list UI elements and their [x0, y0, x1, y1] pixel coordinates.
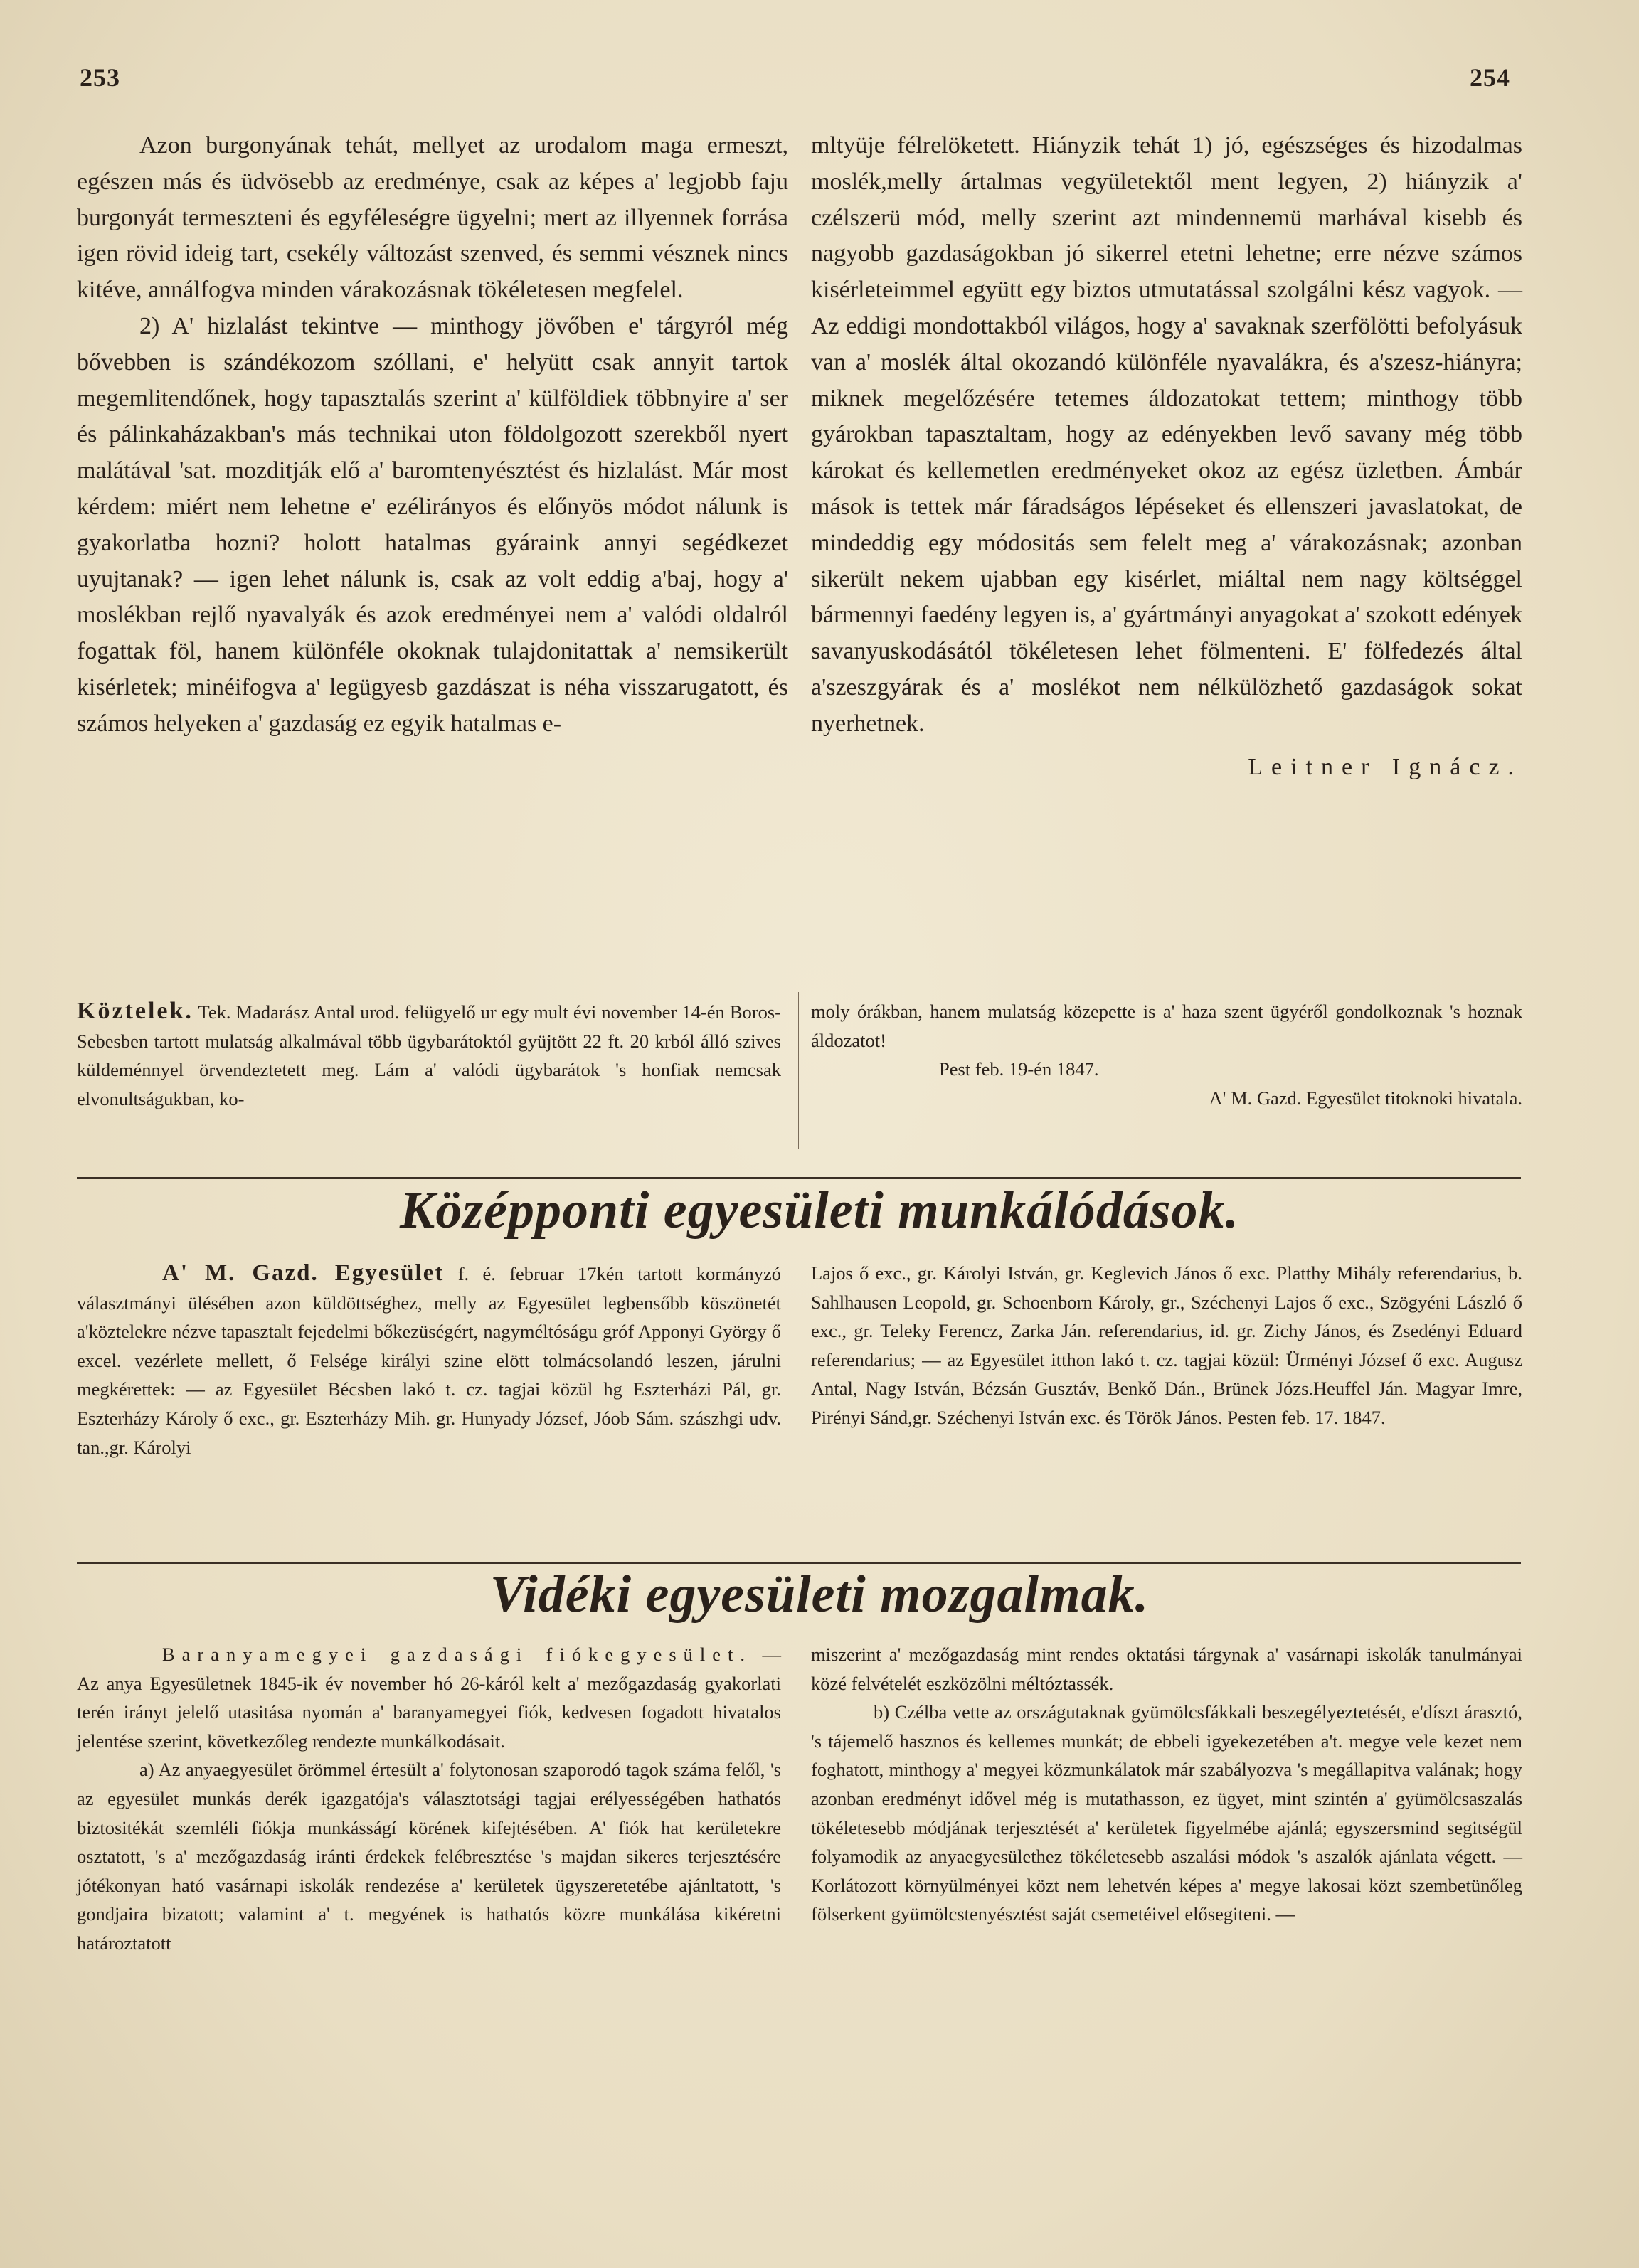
article1-paragraph: 2) A' hizlalást tekintve — minthogy jövőben e' tárgyról még bővebben is szándékozom szóllani, e' helyütt csak annyit tartok megemlitendőnek, hogy tapasztalás szerint a' külföldiek többnyire a' ser és pálinkaházakban's más technikai uton földolgozott szerekből nyert malátával 'sat. mozditják elő a' baromtenyésztést és hizlalást. Már most kérdem: miért nem lehetne e' ezélirányos és előnyös módot nálunk is gyakorlatba hozni? holott hatalmas gyáraink annyi segédkezet uyujtanak? — igen lehet nálunk is, csak az volt eddig a'baj, hogy a' moslékban rejlő nyavalyák és azok eredményei nem a' valódi oldalról fogattak föl, hanem különféle okoknak tulajdonitattak a' nemsikerült kisérletek; minéifogva a' legügyesb gazdászat is néha visszarugatott, és számos helyeken a' gazdaság ez egyik hatalmas e- [77, 312, 788, 737]
section2-text: — Az anya Egyesületnek 1845-ik év november hó 26-káról kelt a' mezőgazdaság gyakorlati terén irányt jelelő utasitása nyomán a' baranyamegyei fiók, kedvesen fogadott hivatalos jelentése szerint, következőleg rendezte munkálkodásait. [77, 1644, 781, 1752]
article1-right-column [811, 128, 1522, 785]
koztelek-right-column [811, 997, 1522, 1112]
section2-paragraph: b) Czélba vette az országutaknak gyümölcsfákkali beszegélyeztetését, e'díszt árasztó, 's tájemelő hasznos és kellemes munkát; de ebbeli igyekezetében a't. megye vele kezet nem foghatott, minthogy a' megyei közmunkálatok már szabályozva 's megállapitva valának; hogy azonban eredményt idővel még is mutathasson, ez ügyet, mint szintén a' gyümölcsaszalás tökéletesebb módjának terjesztését a' kerületek figyelmébe ajánlá; egyszersmind segitségül folyamodik az anyaegyesülethez tökéletesebb aszalási módok 's aszalók ajánlata végett. — Korlátozott környülményei közt nem lehetvén képes a' megye lakosai közt szembetünőleg fölserkent gyümölcstenyésztést saját csemetéivel elősegiteni. — [811, 1701, 1522, 1925]
page-number-left: 253 [80, 63, 120, 92]
koztelek-dateline: Pest feb. 19-én 1847. [939, 1058, 1099, 1080]
section1-text: f. é. februar 17kén tartott kormányzó választmányi ülésében azon küldöttséghez, melly az Egyesület legbensőbb köszönetét a'köztelekre nézve tapasztalt fejedelmi bőkezüségért, nagyméltóságu gróf Apponyi György ő excel. vezérlete mellett, ő Felsége királyi szine elött tolmácsolandó leszen, járulni megkérettek: — az Egyesület Bécsben lakó t. cz. tagjai közül hg Eszterházi Pál, gr. Eszterházy Károly ő exc., gr. Eszterházy Mih. gr. Hunyady József, Jóob Sám. szászhgi udv. tan.,gr. Károlyi [77, 1263, 781, 1458]
section-heading: Vidéki egyesületi mozgalmak. [489, 1565, 1150, 1624]
koztelek-text: moly órákban, hanem mulatság közepette is a' haza szent ügyéről gondolkoznak 's hoznak áldozatot! [811, 1001, 1522, 1051]
koztelek-left-column [77, 997, 781, 1113]
section-heading: Középponti egyesületi munkálódások. [399, 1181, 1239, 1240]
section2-right-column [811, 1640, 1522, 1929]
article1-signature: Leitner Ignácz. [1248, 753, 1522, 780]
section1-right-column [811, 1259, 1522, 1432]
section2-lead: Baranyamegyei gazdasági fiókegyesület. [162, 1644, 753, 1665]
section2-paragraph: miszerint a' mezőgazdaság mint rendes oktatási tárgynak a' vasárnapi iskolák tanulmányai közé felvételét eszközölni méltóztassék. [811, 1644, 1522, 1694]
section-rule [77, 1562, 1521, 1564]
section1-left-column [77, 1259, 781, 1462]
koztelek-office: A' M. Gazd. Egyesület titoknoki hivatala. [1209, 1087, 1522, 1109]
koztelek-lead: Köztelek. [77, 998, 193, 1024]
koztelek-text: Tek. Madarász Antal urod. felügyelő ur egy mult évi november 14-én Boros-Sebesben tartott mulatság alkalmával több ügybarátoktól gyüjtött 22 ft. 20 krból álló szives küldeménnyel örvendeztetett meg. Lám a' valódi ügybarátok 's honfiak nemcsak elvonultságukban, ko- [77, 1001, 781, 1109]
column-divider [798, 992, 799, 1149]
section2-paragraph: a) Az anyaegyesület örömmel értesült a' folytonosan szaporodó tagok száma felől, 's az egyesület munkás derék igazgatója's választotsági tagjai erélyességében hathatós biztositékát szemléli fiókja munkásságí körének kifejtésében. A' fiók hat kerületekre osztatott, 's a' mezőgazdaság iránti érdekek felébresztése 's majdan sikeres terjesztésére jótékonyan ható vasárnapi iskolák rendezése a' kerületek ügyszeretetébe ajánltatott, 's gondjaira bizatott; valamint a' t. megyének is hathatós közre munkálása kikéretni határoztatott [77, 1759, 781, 1954]
page-number-right: 254 [1470, 63, 1510, 92]
section2-left-column [77, 1640, 781, 1958]
article1-paragraph: mltyüje félrelöketett. Hiányzik tehát 1) jó, egészséges és hizodalmas moslék,melly ártalmas vegyületektől ment legyen, 2) hiányzik a' czélszerü mód, melly szerint azt mindennemü marhával kisebb és nagyobb gazdaságokban jó sikerrel etetni lehetne; erre nézve számos kisérleteimmel együtt egy biztos utmutatással szolgálni kész vagyok. — Az eddigi mondottakból világos, hogy a' savaknak szerfölötti befolyásuk van a' moslék által okozandó különféle nyavalákra, és a'szesz-hiányra; miknek megelőzésére tetemes áldozatokat tettem; minthogy több gyárokban tapasztaltam, hogy az edényekben levő savany még több károkat és kellemetlen eredményeket okoz az egész üzletben. Ámbár mások is tettek már fáradságos lépéseket és ellenszeri javaslatokat, de mindeddig egy módositás sem felelt meg a' várakozásnak; azonban sikerült nekem ujabban egy kisérlet, miáltal nem nagy költséggel bármennyi faedény legyen is, a' gyártmányi anyagokat a' szokott edények savanyuskodásától tökéletesen lehet fölmenteni. E' fölfedezés által a'szeszgyárak és a' moslékot nem nélkülözhető gazdaságok sokat nyerhetnek. [811, 132, 1522, 737]
section1-lead: A' M. Gazd. Egyesület [162, 1260, 445, 1286]
article1-left-column [77, 128, 788, 742]
article1-paragraph: Azon burgonyának tehát, mellyet az urodalom maga ermeszt, egészen más és üdvösebb az eredménye, csak az képes a' legjobb faju burgonyát termeszteni és egyféleségre ügyelni; mert az illyennek forrása igen rövid ideig tart, csekély változást szenved, és semmi vésznek nincs kitéve, annálfogva minden várakozásnak tökéletesen megfelel. [77, 132, 788, 304]
section-rule [77, 1177, 1521, 1179]
section1-text: Lajos ő exc., gr. Károlyi István, gr. Keglevich János ő exc. Platthy Mihály referendarius, b. Sahlhausen Leopold, gr. Schoenborn Károly, gr., Széchenyi Lajos ő exc., Szögyéni László ő exc., gr. Teleky Ferencz, Zarka Ján. referendarius, id. gr. Zichy János, és Zsedényi Eduard referendarius; — az Egyesület itthon lakó t. cz. tagjai közül: Ürményi József ő exc. Augusz Antal, Nagy István, Bézsán Gusztáv, Benkő Dán., Brünek Józs.Heuffel Ján. Magyar Imre, Pirényi Sánd,gr. Széchenyi István exc. és Török János. Pesten feb. 17. 1847. [811, 1262, 1522, 1428]
